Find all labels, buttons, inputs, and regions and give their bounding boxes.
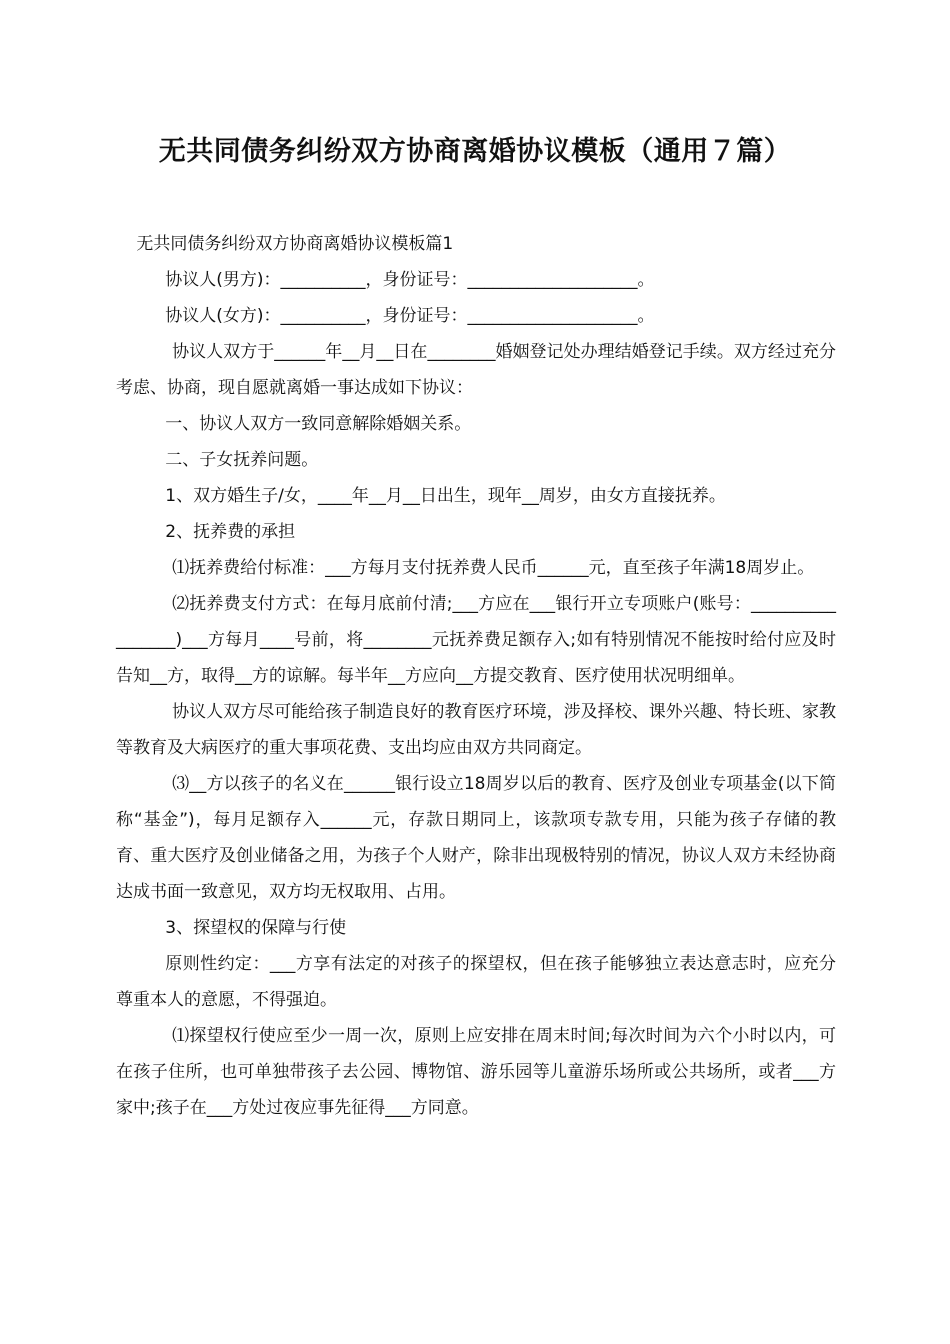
paragraph-clause-1: 一、协议人双方一致同意解除婚姻关系。	[165, 414, 472, 434]
section-heading: 无共同债务纠纷双方协商离婚协议模板篇1	[136, 234, 454, 254]
document-title: 无共同债务纠纷双方协商离婚协议模板（通用７篇）	[158, 136, 792, 167]
paragraph-support-standard: ⑴抚养费给付标准：___方每月支付抚养费人民币______元，直至孩子年满18周岁止。	[172, 558, 815, 578]
paragraph-visitation-frequency: ⑴探望权行使应至少一周一次，原则上应安排在周末时间;每次时间为六个小时以内，可在孩子住所，也可单独带孩子去公园、博物馆、游乐园等儿童游乐场所或公共场所，或者___方家中;孩子在___方处过夜应事先征得___方同意。	[116, 1026, 836, 1118]
paragraph-clause-2: 二、子女抚养问题。	[165, 450, 319, 470]
paragraph-male-party: 协议人(男方)：__________，身份证号：____________________。	[165, 270, 655, 290]
paragraph-visitation-principle: 原则性约定：___方享有法定的对孩子的探望权，但在孩子能够独立表达意志时，应充分尊重本人的意愿，不得强迫。	[116, 954, 836, 1010]
paragraph-child-info: 1、双方婚生子/女，____年__月__日出生，现年__周岁，由女方直接抚养。	[165, 486, 726, 506]
paragraph-fund: ⑶__方以孩子的名义在______银行设立18周岁以后的教育、医疗及创业专项基金(以下简称“基金”)，每月足额存入______元，存款日期同上，该款项专款专用，只能为孩子存储的教育、重大医疗及创业储备之用，为孩子个人财产，除非出现极特别的情况，协议人双方未经协商达成书面一致意见，双方均无权取用、占用。	[116, 774, 836, 902]
document-body	[116, 226, 836, 1126]
paragraph-marriage-registration: 协议人双方于______年__月__日在________婚姻登记处办理结婚登记手续。双方经过充分考虑、协商，现自愿就离婚一事达成如下协议：	[116, 342, 836, 398]
paragraph-support-payment: ⑵抚养费支付方式：在每月底前付清;___方应在___银行开立专项账户(账号：_________________)___方每月____号前，将________元抚养费足额存入;如有特别情况不能按时给付应及时告知__方，取得__方的谅解。每半年__方应向__方提交教育、医疗使用状况明细单。	[116, 594, 836, 686]
paragraph-female-party: 协议人(女方)：__________，身份证号：____________________。	[165, 306, 655, 326]
paragraph-visitation-heading: 3、探望权的保障与行使	[165, 918, 347, 938]
paragraph-education-environment: 协议人双方尽可能给孩子制造良好的教育医疗环境，涉及择校、课外兴趣、特长班、家教等教育及大病医疗的重大事项花费、支出均应由双方共同商定。	[116, 702, 836, 758]
paragraph-support-heading: 2、抚养费的承担	[165, 522, 296, 542]
